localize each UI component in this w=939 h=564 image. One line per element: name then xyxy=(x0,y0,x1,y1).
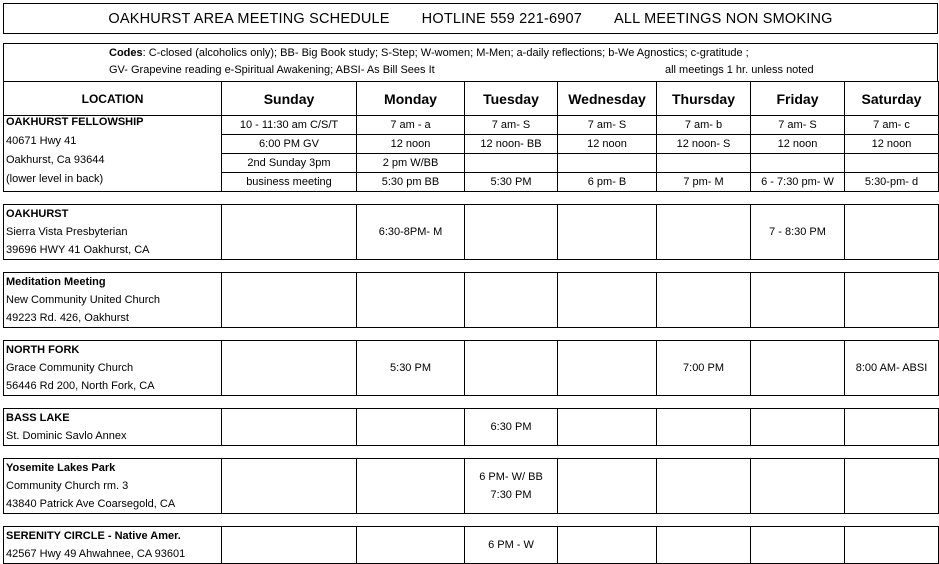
schedule-cell xyxy=(751,273,845,328)
meeting-time: 6 PM- W/ BB xyxy=(479,471,543,483)
location-name: BASS LAKE xyxy=(6,412,70,424)
column-header: LOCATION xyxy=(4,82,222,116)
location-detail: Oakhurst, Ca 93644 xyxy=(6,153,105,166)
schedule-cell: 7 am- S xyxy=(465,116,558,135)
location-detail: 39696 HWY 41 Oakhurst, CA xyxy=(6,244,150,256)
schedule-cell xyxy=(465,527,558,564)
location-row xyxy=(4,409,939,446)
schedule-cell: 2 pm W/BB xyxy=(357,154,465,173)
meeting-time: 8:00 AM- ABSI xyxy=(855,362,928,374)
schedule-cell xyxy=(657,459,751,514)
location-row xyxy=(4,527,939,564)
meeting-time: 7 - 8:30 PM xyxy=(769,226,826,238)
schedule-cell xyxy=(465,205,558,260)
location-name: NORTH FORK xyxy=(6,344,80,356)
schedule-cell xyxy=(845,154,939,173)
location-cell xyxy=(4,154,222,173)
schedule-cell: 5:30-pm- d xyxy=(845,173,939,192)
location-cell xyxy=(4,116,222,135)
row-gap xyxy=(4,328,939,341)
meeting-time: 6 PM - W xyxy=(488,539,534,551)
location-name: OAKHURST FELLOWSHIP xyxy=(6,116,144,128)
schedule-cell xyxy=(657,205,751,260)
schedule-cell xyxy=(465,409,558,446)
location-cell xyxy=(4,341,222,396)
gap-cell xyxy=(4,260,939,273)
schedule-cell xyxy=(357,409,465,446)
schedule-cell: 12 noon xyxy=(751,135,845,154)
schedule-cell xyxy=(845,527,939,564)
schedule-cell xyxy=(558,341,657,396)
meeting-time: 5:30 PM xyxy=(390,362,431,374)
schedule-cell: 12 noon xyxy=(558,135,657,154)
schedule-cell xyxy=(845,205,939,260)
schedule-cell: 7 am- c xyxy=(845,116,939,135)
column-header: Friday xyxy=(751,82,845,116)
schedule-cell xyxy=(222,205,357,260)
non-smoking-notice: ALL MEETINGS NON SMOKING xyxy=(614,10,833,27)
schedule-cell xyxy=(657,409,751,446)
schedule-title: OAKHURST AREA MEETING SCHEDULE xyxy=(108,10,390,27)
schedule-cell xyxy=(751,459,845,514)
gap-cell xyxy=(4,446,939,459)
codes-line-2: GV- Grapevine reading e-Spiritual Awakening; ABSI- As Bill Sees It xyxy=(109,64,435,76)
gap-cell xyxy=(4,192,939,205)
schedule-cell xyxy=(558,154,657,173)
schedule-cell xyxy=(845,273,939,328)
schedule-cell xyxy=(558,527,657,564)
schedule-cell: 6 pm- B xyxy=(558,173,657,192)
schedule-cell: 7 pm- M xyxy=(657,173,751,192)
schedule-cell xyxy=(558,459,657,514)
location-row xyxy=(4,341,939,396)
gap-cell xyxy=(4,396,939,409)
location-cell xyxy=(4,205,222,260)
schedule-cell: 7 am - a xyxy=(357,116,465,135)
row-gap xyxy=(4,192,939,205)
schedule-cell xyxy=(357,205,465,260)
duration-note: all meetings 1 hr. unless noted xyxy=(665,64,814,76)
gap-cell xyxy=(4,514,939,527)
location-name: Yosemite Lakes Park xyxy=(6,462,116,474)
codes-legend xyxy=(3,43,938,80)
schedule-cell xyxy=(222,341,357,396)
schedule-cell: 7 am- S xyxy=(751,116,845,135)
schedule-cell: 6 - 7:30 pm- W xyxy=(751,173,845,192)
schedule-cell xyxy=(751,527,845,564)
location-detail: Sierra Vista Presbyterian xyxy=(6,226,128,238)
fellowship-row xyxy=(4,116,939,135)
row-gap xyxy=(4,446,939,459)
location-detail: Community Church rm. 3 xyxy=(6,480,129,492)
schedule-cell xyxy=(657,273,751,328)
schedule-cell xyxy=(657,341,751,396)
schedule-cell: 10 - 11:30 am C/S/T xyxy=(222,116,357,135)
schedule-cell xyxy=(465,341,558,396)
column-header: Monday xyxy=(357,82,465,116)
fellowship-row xyxy=(4,135,939,154)
schedule-cell xyxy=(357,341,465,396)
location-detail: 40671 Hwy 41 xyxy=(6,134,77,147)
schedule-cell xyxy=(657,154,751,173)
schedule-cell xyxy=(222,273,357,328)
column-header: Saturday xyxy=(845,82,939,116)
schedule-cell: 5:30 pm BB xyxy=(357,173,465,192)
location-detail: New Community United Church xyxy=(6,294,161,306)
location-cell xyxy=(4,173,222,192)
schedule-cell xyxy=(357,527,465,564)
title-bar xyxy=(3,3,938,34)
location-cell xyxy=(4,273,222,328)
location-name: OAKHURST xyxy=(6,208,69,220)
schedule-cell xyxy=(751,205,845,260)
location-row xyxy=(4,273,939,328)
schedule-cell: 2nd Sunday 3pm xyxy=(222,154,357,173)
codes-line-1-text: : C-closed (alcoholics only); BB- Big Book study; S-Step; W-women; M-Men; a-daily reflections; b-We Agnostics; c-gratitude ; xyxy=(142,47,749,59)
location-detail: 42567 Hwy 49 Ahwahnee, CA 93601 xyxy=(6,548,186,560)
column-header: Sunday xyxy=(222,82,357,116)
schedule-table xyxy=(3,81,939,564)
location-detail: 43840 Patrick Ave Coarsegold, CA xyxy=(6,498,176,510)
schedule-cell xyxy=(222,409,357,446)
column-header: Wednesday xyxy=(558,82,657,116)
fellowship-row xyxy=(4,154,939,173)
location-name: SERENITY CIRCLE - Native Amer. xyxy=(6,530,181,542)
meeting-time: 6:30 PM xyxy=(490,421,532,433)
schedule-cell: 5:30 PM xyxy=(465,173,558,192)
location-detail: St. Dominic Savlo Annex xyxy=(6,430,127,442)
row-gap xyxy=(4,396,939,409)
schedule-cell: 12 noon- S xyxy=(657,135,751,154)
schedule-cell xyxy=(357,459,465,514)
schedule-cell xyxy=(845,459,939,514)
location-cell xyxy=(4,527,222,564)
schedule-cell xyxy=(657,527,751,564)
location-row xyxy=(4,205,939,260)
codes-line-1 xyxy=(109,47,749,59)
schedule-cell xyxy=(751,341,845,396)
gap-cell xyxy=(4,328,939,341)
hotline-text: HOTLINE 559 221-6907 xyxy=(421,10,583,27)
schedule-cell: 7 am- b xyxy=(657,116,751,135)
location-detail: Grace Community Church xyxy=(6,362,134,374)
location-detail: (lower level in back) xyxy=(6,172,104,185)
schedule-cell xyxy=(558,409,657,446)
location-cell xyxy=(4,459,222,514)
schedule-cell: business meeting xyxy=(222,173,357,192)
schedule-cell xyxy=(222,527,357,564)
schedule-cell xyxy=(751,409,845,446)
schedule-cell: 6:00 PM GV xyxy=(222,135,357,154)
schedule-cell xyxy=(357,273,465,328)
schedule-cell xyxy=(558,273,657,328)
column-header: Tuesday xyxy=(465,82,558,116)
schedule-cell xyxy=(845,341,939,396)
row-gap xyxy=(4,514,939,527)
column-header: Thursday xyxy=(657,82,751,116)
schedule-cell xyxy=(558,205,657,260)
location-cell xyxy=(4,409,222,446)
schedule-cell xyxy=(465,459,558,514)
location-detail: 56446 Rd 200, North Fork, CA xyxy=(6,380,155,392)
schedule-cell: 12 noon xyxy=(357,135,465,154)
meeting-time: 7:00 PM xyxy=(683,362,724,374)
schedule-cell xyxy=(751,154,845,173)
fellowship-row xyxy=(4,173,939,192)
meeting-time: 6:30-8PM- M xyxy=(378,226,443,238)
location-detail: 49223 Rd. 426, Oakhurst xyxy=(6,312,129,324)
schedule-cell xyxy=(845,409,939,446)
schedule-cell xyxy=(222,459,357,514)
schedule-cell: 12 noon xyxy=(845,135,939,154)
header-row xyxy=(4,82,939,116)
schedule-cell xyxy=(465,154,558,173)
codes-label: Codes xyxy=(109,47,143,59)
meeting-time: 7:30 PM xyxy=(490,489,532,501)
location-name: Meditation Meeting xyxy=(6,276,106,288)
location-row xyxy=(4,459,939,514)
schedule-cell xyxy=(465,273,558,328)
location-cell xyxy=(4,135,222,154)
schedule-cell: 7 am- S xyxy=(558,116,657,135)
row-gap xyxy=(4,260,939,273)
schedule-cell: 12 noon- BB xyxy=(465,135,558,154)
